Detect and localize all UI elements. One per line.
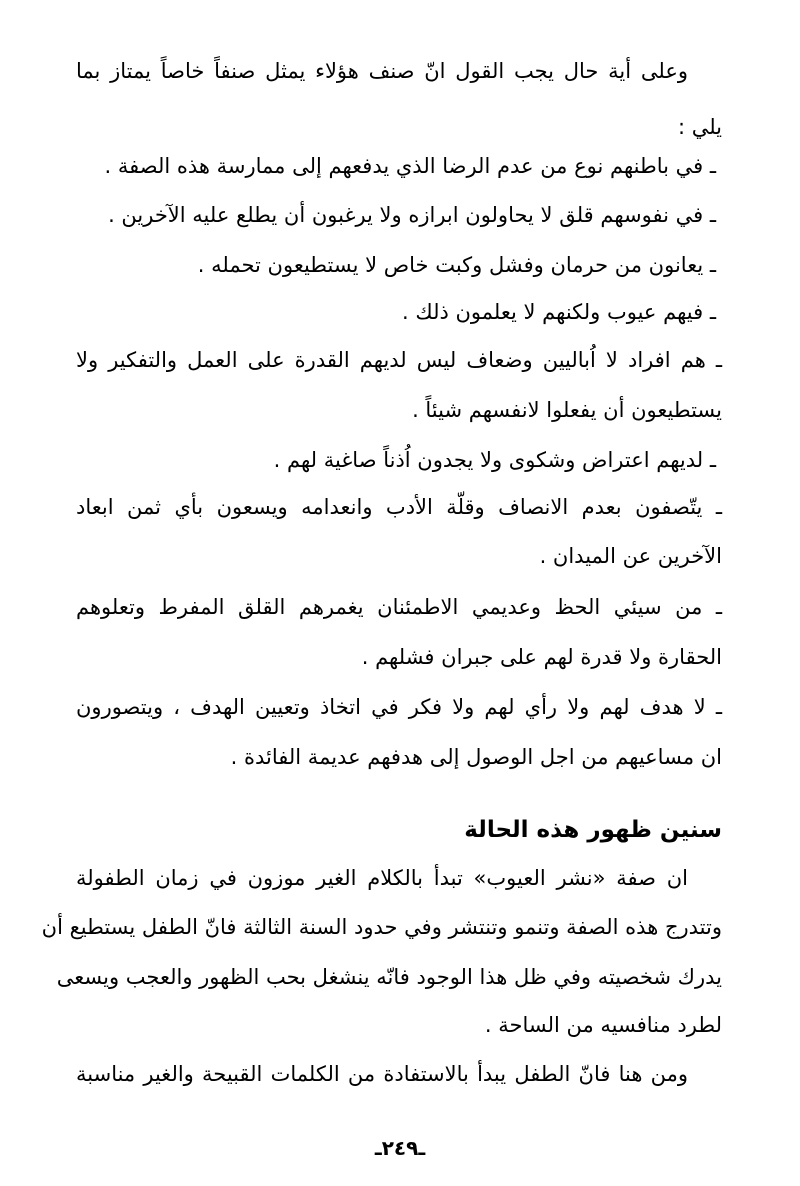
section-heading: سنين ظهور هذه الحالة	[464, 817, 722, 843]
list-item: ـ في نفوسهم قلق لا يحاولون ابرازه ولا يرغبون أن يطلع عليه الآخرين .	[108, 203, 716, 227]
intro-line-1: وعلى أية حال يجب القول انّ صنف هؤلاء يمثل صنفاً خاصاً يمتاز بما	[76, 59, 688, 83]
list-item-line-1: ـ هم افراد لا اُباليين وضعاف ليس لديهم القدرة على العمل والتفكير ولا	[76, 348, 722, 372]
paragraph-line: وتتدرج هذه الصفة وتنمو وتنتشر وفي حدود السنة الثالثة فانّ الطفل يستطيع أن	[41, 915, 722, 939]
paragraph-line: ومن هنا فانّ الطفل يبدأ بالاستفادة من الكلمات القبيحة والغير مناسبة	[76, 1062, 688, 1086]
list-item: ـ في باطنهم نوع من عدم الرضا الذي يدفعهم إلى ممارسة هذه الصفة .	[104, 154, 716, 178]
list-item-line-2: ان مساعيهم من اجل الوصول إلى هدفهم عديمة الفائدة .	[230, 745, 722, 769]
list-item-line-2: الآخرين عن الميدان .	[539, 544, 722, 568]
paragraph-line: يدرك شخصيته وفي ظل هذا الوجود فانّه ينشغل بحب الظهور والعجب ويسعى	[56, 965, 722, 989]
list-item: ـ فيهم عيوب ولكنهم لا يعلمون ذلك .	[402, 300, 716, 324]
page-number: ـ٢٤٩ـ	[374, 1136, 426, 1160]
list-item: ـ لديهم اعتراض وشكوى ولا يجدون اُذناً صاغية لهم .	[273, 448, 716, 472]
list-item-line-1: ـ من سيئي الحظ وعديمي الاطمئنان يغمرهم القلق المفرط وتعلوهم	[76, 595, 722, 619]
list-item-line-2: يستطيعون أن يفعلوا لانفسهم شيئاً .	[412, 398, 722, 422]
intro-line-2: يلي :	[677, 115, 722, 139]
list-item: ـ يعانون من حرمان وفشل وكبت خاص لا يستطيعون تحمله .	[197, 253, 716, 277]
list-item-line-2: الحقارة ولا قدرة لهم على جبران فشلهم .	[361, 645, 722, 669]
list-item-line-1: ـ لا هدف لهم ولا رأي لهم ولا فكر في اتخاذ وتعيين الهدف ، ويتصورون	[76, 695, 722, 719]
paragraph-line: ان صفة «نشر العيوب» تبدأ بالكلام الغير موزون في زمان الطفولة	[76, 866, 688, 890]
paragraph-line: لطرد منافسيه من الساحة .	[484, 1013, 722, 1037]
list-item-line-1: ـ يتّصفون بعدم الانصاف وقلّة الأدب وانعدامه ويسعون بأي ثمن ابعاد	[76, 495, 722, 519]
